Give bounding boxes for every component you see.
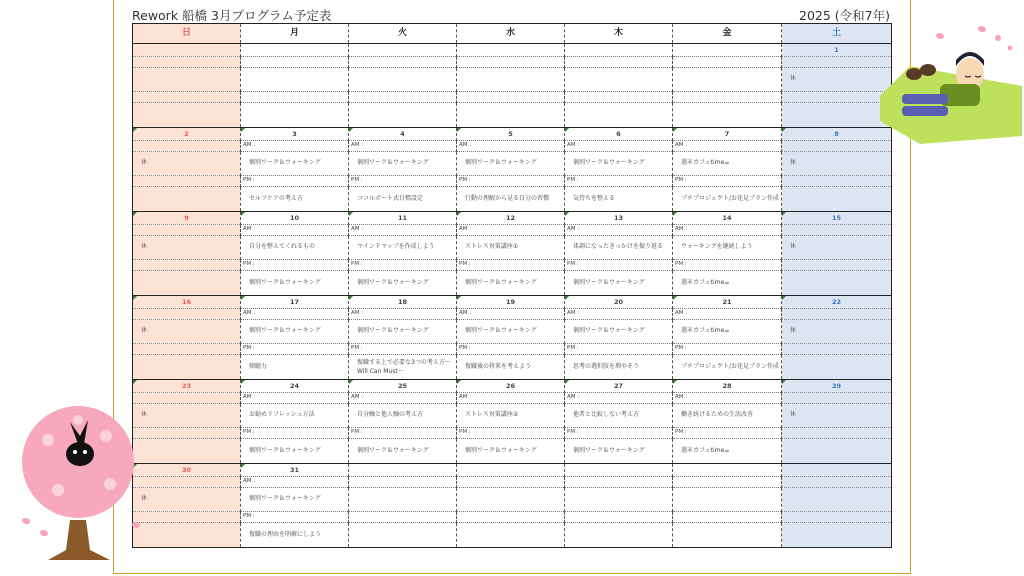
pm-label: PM :	[349, 428, 457, 439]
holiday-note: 休	[782, 236, 892, 260]
weekday-wed: 水	[457, 24, 565, 44]
week5-date-row	[133, 380, 892, 393]
am-label: AM :	[673, 141, 782, 152]
date-cell: 15	[782, 212, 892, 225]
am-program: 個別ワーク＆ウォーキング	[241, 320, 349, 344]
date-cell: 9	[133, 212, 241, 225]
pm-label: PM :	[565, 260, 673, 271]
week1-date-row	[133, 44, 892, 57]
week6-date-row	[133, 464, 892, 477]
pm-label: PM :	[673, 176, 782, 187]
holiday-note: 休	[133, 152, 241, 176]
am-program: 自分を整えてくれるもの	[241, 236, 349, 260]
am-label: AM :	[349, 309, 457, 320]
date-cell: 14	[673, 212, 782, 225]
pm-program: 個別ワーク＆ウォーキング	[565, 271, 673, 296]
cherry-tree-illustration	[18, 400, 140, 565]
pm-label: PM :	[565, 344, 673, 355]
date-cell: 30	[133, 464, 241, 477]
weekday-mon: 月	[241, 24, 349, 44]
am-program: 個別ワーク＆ウォーキング	[349, 152, 457, 176]
pm-program: ココルポート式目標設定	[349, 187, 457, 212]
am-label: AM :	[457, 309, 565, 320]
date-cell: 19	[457, 296, 565, 309]
am-label: AM :	[673, 393, 782, 404]
date-cell: 12	[457, 212, 565, 225]
weekday-fri: 金	[673, 24, 782, 44]
week2-date-row	[133, 128, 892, 141]
am-program: マインドマップを作成しよう	[349, 236, 457, 260]
date-cell: 7	[673, 128, 782, 141]
am-program: お勧めリフレッシュ方法	[241, 404, 349, 428]
pm-label: PM :	[241, 428, 349, 439]
am-label: AM :	[241, 309, 349, 320]
pm-program: セルフケアの考え方	[241, 187, 349, 212]
pm-program: プチプロジェクト/お花見プラン作成	[673, 355, 782, 380]
date-cell: 31	[241, 464, 349, 477]
am-program: 週末カフェtime☕	[673, 320, 782, 344]
am-label: AM :	[565, 309, 673, 320]
sleeping-man-illustration	[880, 26, 1022, 144]
pm-label: PM :	[457, 176, 565, 187]
pm-program: 行動の理解から見る自分の習慣	[457, 187, 565, 212]
pm-label: PM :	[673, 260, 782, 271]
am-program: ストレス対策講座②	[457, 404, 565, 428]
week4-date-row	[133, 296, 892, 309]
am-label: AM :	[349, 225, 457, 236]
pm-program: 個別ワーク＆ウォーキング	[241, 439, 349, 464]
date-cell: 29	[782, 380, 892, 393]
am-program: 個別ワーク＆ウォーキング	[241, 152, 349, 176]
date-cell: 6	[565, 128, 673, 141]
date-cell: 24	[241, 380, 349, 393]
am-label: AM :	[241, 393, 349, 404]
am-program: 他者と比較しない考え方	[565, 404, 673, 428]
pm-program: 週末カフェtime☕	[673, 439, 782, 464]
am-label: AM :	[241, 477, 349, 488]
date-cell: 5	[457, 128, 565, 141]
date-cell: 26	[457, 380, 565, 393]
am-label: AM :	[673, 225, 782, 236]
am-label: AM :	[457, 225, 565, 236]
pm-label: PM :	[349, 260, 457, 271]
am-program: 週末カフェtime☕	[673, 152, 782, 176]
pm-label: PM :	[241, 344, 349, 355]
holiday-note: 休	[782, 152, 892, 176]
date-cell: 10	[241, 212, 349, 225]
date-cell: 27	[565, 380, 673, 393]
am-label: AM :	[241, 225, 349, 236]
date-cell: 22	[782, 296, 892, 309]
am-label: AM :	[457, 141, 565, 152]
date-cell: 4	[349, 128, 457, 141]
pm-label: PM :	[349, 344, 457, 355]
holiday-note: 休	[133, 404, 241, 428]
pm-program: 思考の選択肢を増やそう	[565, 355, 673, 380]
week3-date-row	[133, 212, 892, 225]
am-label: AM :	[673, 309, 782, 320]
pm-label: PM :	[457, 428, 565, 439]
am-label: AM :	[349, 393, 457, 404]
holiday-note: 休	[782, 404, 892, 428]
pm-label: PM :	[565, 176, 673, 187]
pm-program: 個別ワーク＆ウォーキング	[241, 271, 349, 296]
am-program: 自分軸と他人軸の考え方	[349, 404, 457, 428]
date-cell: 21	[673, 296, 782, 309]
pm-label: PM :	[457, 344, 565, 355]
pm-label: PM :	[565, 428, 673, 439]
pm-label: PM :	[457, 260, 565, 271]
pm-program: 復職の理由を明確にしよう	[241, 523, 349, 548]
pm-program: 週末カフェtime☕	[673, 271, 782, 296]
am-program: ストレス対策講座①	[457, 236, 565, 260]
pm-program: 個別ワーク＆ウォーキング	[457, 271, 565, 296]
pm-program: 復職する上で必要な3つの考え方～Will Can Must～	[357, 359, 451, 375]
date-cell: 25	[349, 380, 457, 393]
am-program: 個別ワーク＆ウォーキング	[457, 320, 565, 344]
year-label: 2025 (令和7年)	[799, 8, 890, 23]
pm-program: 傾聴力	[241, 355, 349, 380]
holiday-note: 休	[133, 236, 241, 260]
weekday-tue: 火	[349, 24, 457, 44]
am-program: 個別ワーク＆ウォーキング	[457, 152, 565, 176]
pm-program: 個別ワーク＆ウォーキング	[457, 439, 565, 464]
holiday-note: 休	[782, 68, 892, 92]
am-program: 個別ワーク＆ウォーキング	[565, 320, 673, 344]
date-cell: 2	[133, 128, 241, 141]
date-cell: 20	[565, 296, 673, 309]
page-title: Rework 船橋 3月プログラム予定表	[132, 8, 332, 23]
date-cell: 16	[133, 296, 241, 309]
am-label: AM :	[349, 141, 457, 152]
pm-label: PM :	[241, 260, 349, 271]
am-program: 働き続けるための生活改善	[673, 404, 782, 428]
pm-program: 気持ちを整える	[565, 187, 673, 212]
date-cell: 23	[133, 380, 241, 393]
pm-label: PM :	[241, 176, 349, 187]
weekday-thu: 木	[565, 24, 673, 44]
am-label: AM :	[565, 225, 673, 236]
pm-label: PM :	[241, 512, 349, 523]
pm-program: 個別ワーク＆ウォーキング	[349, 439, 457, 464]
date-cell: 3	[241, 128, 349, 141]
date-cell: 13	[565, 212, 673, 225]
am-label: AM :	[565, 141, 673, 152]
date-cell: 28	[673, 380, 782, 393]
schedule-table	[132, 23, 892, 548]
weekday-header-row	[133, 24, 892, 44]
date-cell: 1	[782, 44, 892, 57]
pm-program: プチプロジェクト/お花見プラン作成	[673, 187, 782, 212]
am-program: ウォーキングを継続しよう	[673, 236, 782, 260]
am-label: AM :	[565, 393, 673, 404]
weekday-sat: 土	[782, 24, 892, 44]
date-cell: 18	[349, 296, 457, 309]
holiday-note: 休	[133, 320, 241, 344]
date-cell: 11	[349, 212, 457, 225]
pm-label: PM :	[673, 428, 782, 439]
date-cell: 17	[241, 296, 349, 309]
am-program: 個別ワーク＆ウォーキング	[565, 152, 673, 176]
am-program: 個別ワーク＆ウォーキング	[349, 320, 457, 344]
pm-program: 復職後の将来を考えよう	[457, 355, 565, 380]
holiday-note: 休	[133, 488, 241, 512]
am-label: AM :	[457, 393, 565, 404]
pm-program: 個別ワーク＆ウォーキング	[349, 271, 457, 296]
pm-label: PM :	[349, 176, 457, 187]
am-program: 個別ワーク＆ウォーキング	[241, 488, 349, 512]
holiday-note: 休	[782, 320, 892, 344]
pm-label: PM :	[673, 344, 782, 355]
pm-program: 個別ワーク＆ウォーキング	[565, 439, 673, 464]
am-program: 体調になったきっかけを振り返る	[565, 236, 673, 260]
date-cell: 8	[782, 128, 892, 141]
am-label: AM :	[241, 141, 349, 152]
weekday-sun: 日	[133, 24, 241, 44]
